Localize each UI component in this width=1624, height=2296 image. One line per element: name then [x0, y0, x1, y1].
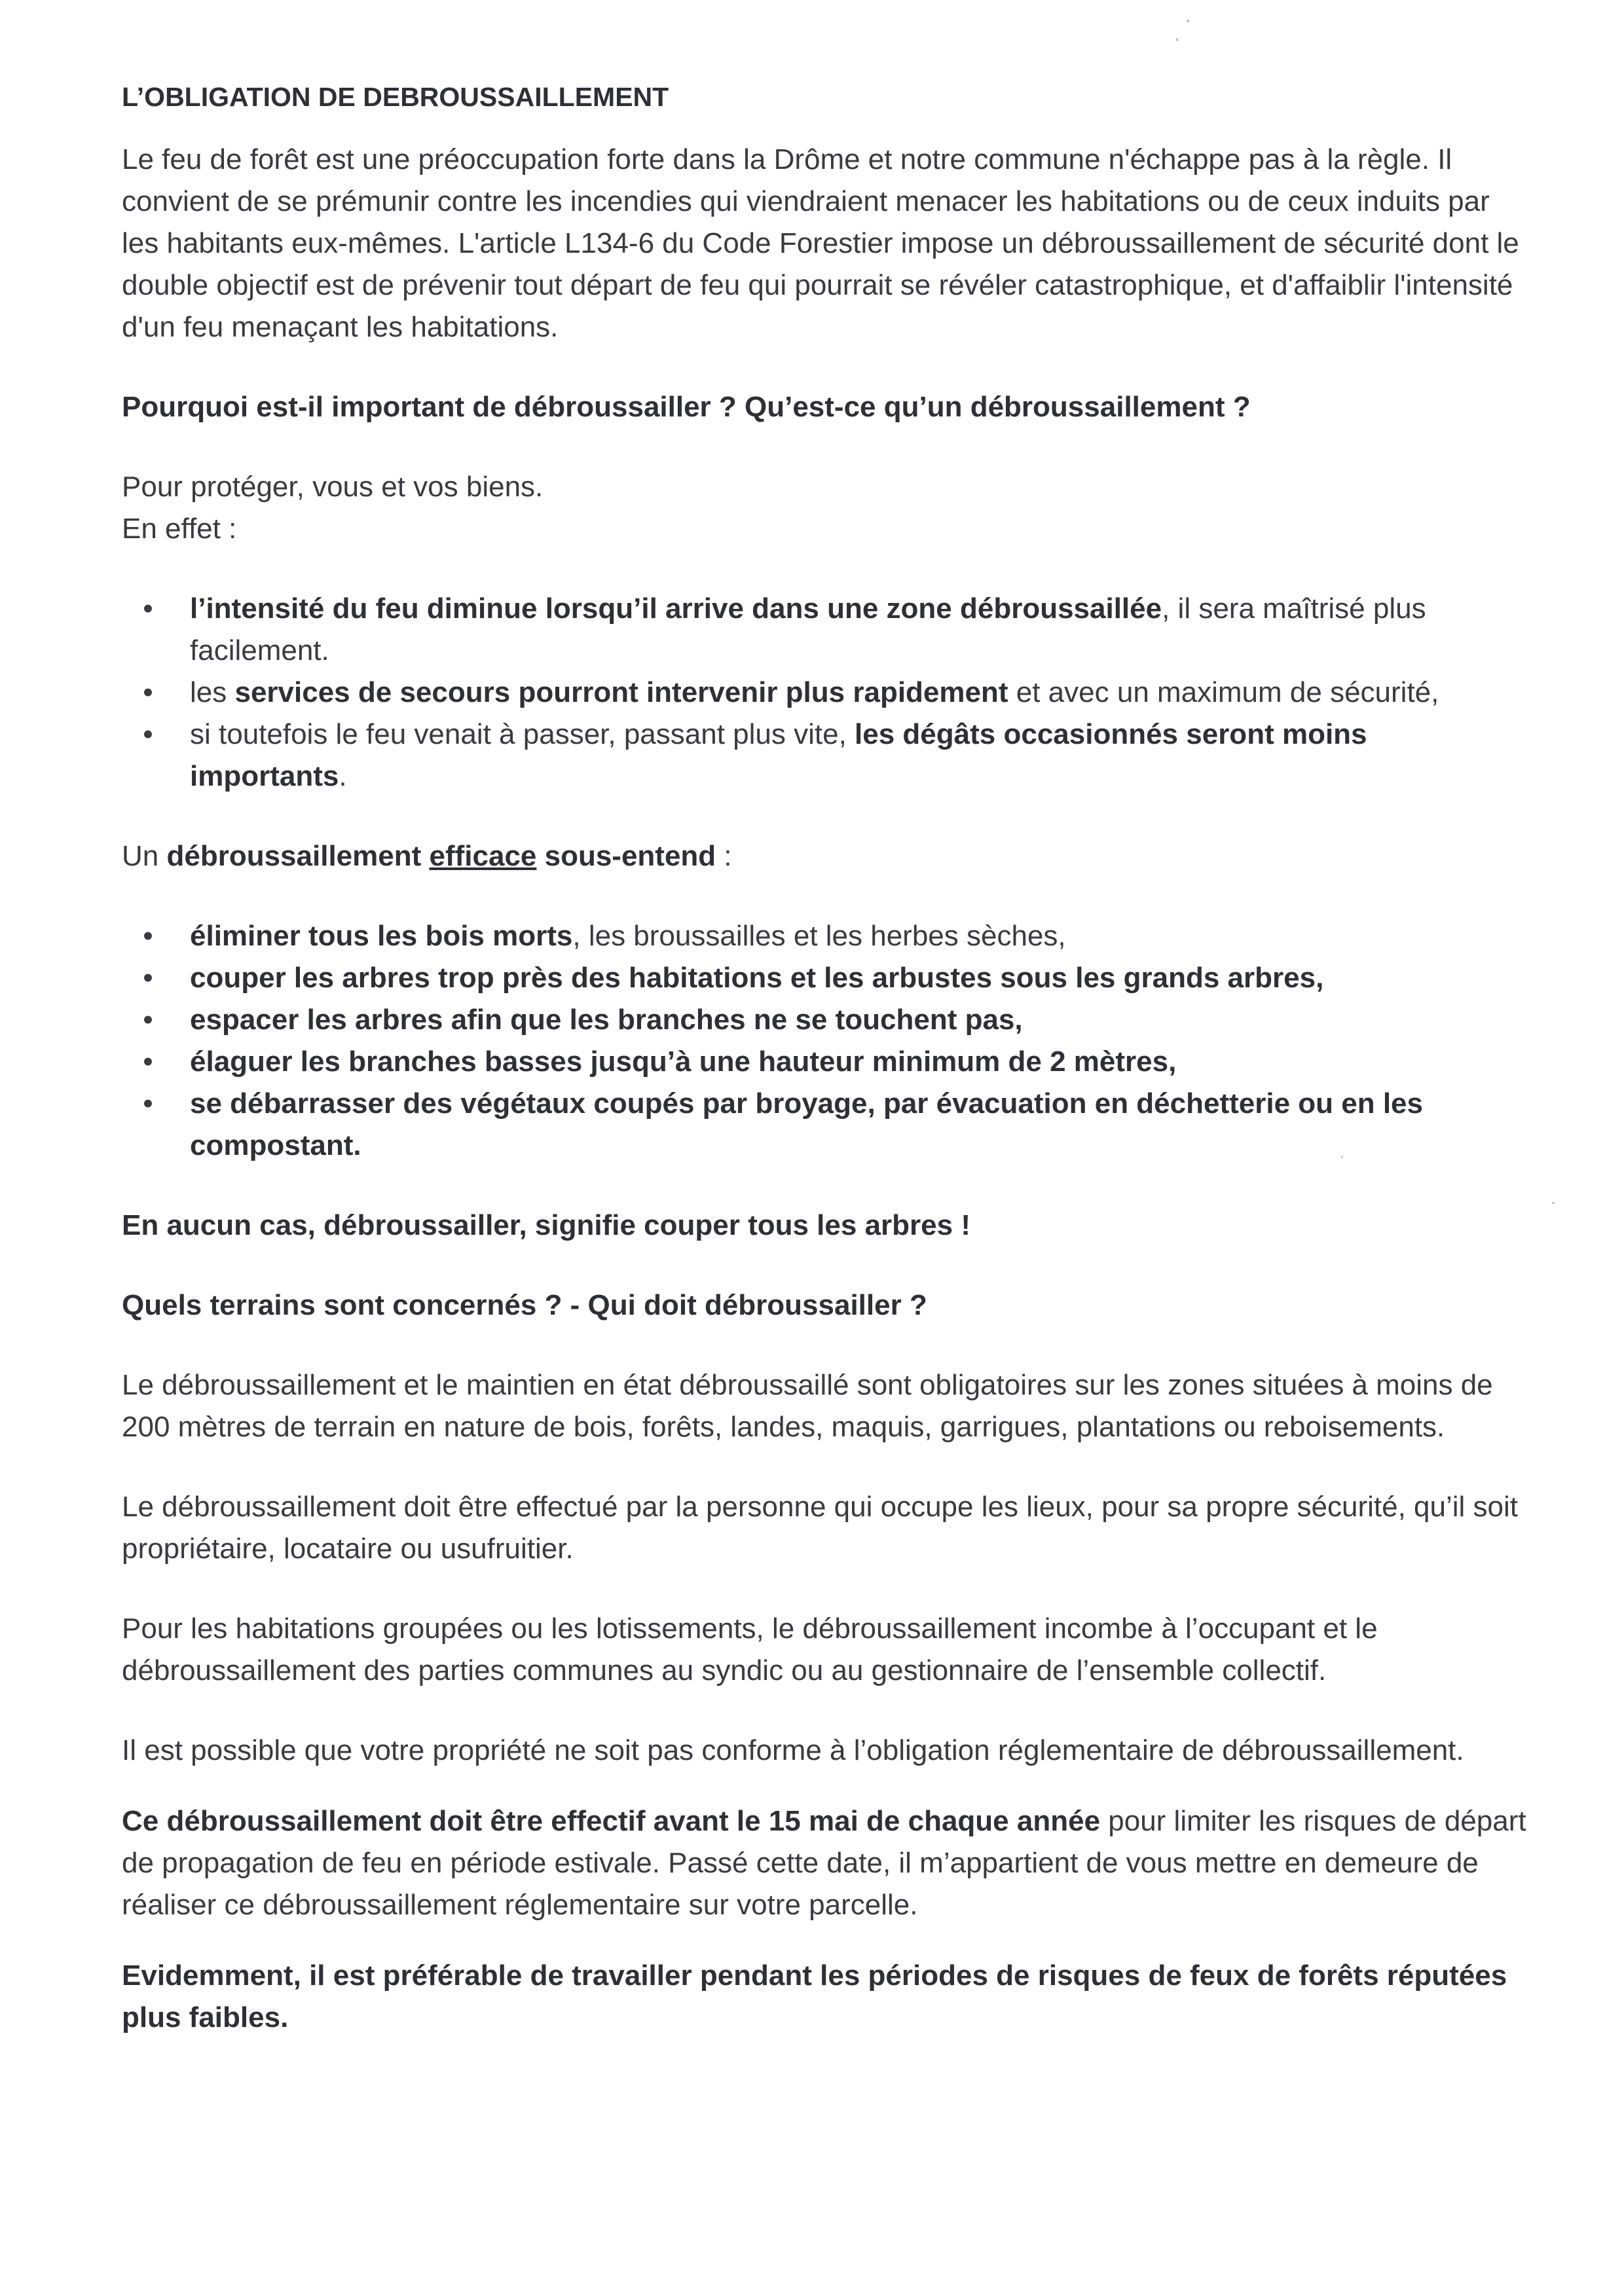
bullet-icon: •	[143, 1004, 153, 1036]
bullet-icon: •	[143, 1087, 153, 1120]
scan-speck	[1176, 38, 1178, 41]
grouped-housing-paragraph: Pour les habitations groupées ou les lotissements, le débroussaillement incombe à l’occupant et le débroussaillement des parties communes au syndic ou au gestionnaire de l’ensemble collectif.	[122, 1613, 1378, 1686]
zones-paragraph: Le débroussaillement et le maintien en état débroussaillé sont obligatoires sur les zones situées à moins de 200 mètres de terrain en nature de bois, forêts, landes, maquis, garrigues, plantations ou reboisements.	[122, 1369, 1493, 1443]
list-item: • couper les arbres trop près des habitations et les arbustes sous les grands arbres,	[122, 957, 1530, 999]
conformity-paragraph: Il est possible que votre propriété ne soit pas conforme à l’obligation réglementaire de débroussaillement.	[122, 1734, 1464, 1766]
list-item: • l’intensité du feu diminue lorsqu’il arrive dans une zone débroussaillée, il sera maîtrisé plus facilement.	[122, 588, 1530, 672]
list-item: • espacer les arbres afin que les branches ne se touchent pas,	[122, 999, 1530, 1041]
list-item: • éliminer tous les bois morts, les broussailles et les herbes sèches,	[122, 915, 1530, 957]
scan-speck	[1552, 1202, 1555, 1204]
indeed-line: En effet :	[122, 513, 237, 545]
protect-line: Pour protéger, vous et vos biens.	[122, 471, 544, 503]
bullet-icon: •	[143, 592, 153, 625]
efficace-line: Un débroussaillement efficace sous-entend :	[122, 840, 732, 872]
closing-paragraph: Evidemment, il est préférable de travailler pendant les périodes de risques de feux de forêts réputées plus faibles.	[122, 1959, 1507, 2033]
list-item: • les services de secours pourront intervenir plus rapidement et avec un maximum de sécurité,	[122, 672, 1530, 714]
document-page	[122, 77, 1530, 2039]
bullet-icon: •	[143, 676, 153, 708]
heading-why-clear: Pourquoi est-il important de débroussailler ? Qu’est-ce qu’un débroussaillement ?	[122, 391, 1251, 423]
heading-who-clears: Quels terrains sont concernés ? - Qui doit débroussailler ?	[122, 1289, 927, 1321]
intro-paragraph: Le feu de forêt est une préoccupation forte dans la Drôme et notre commune n'échappe pas à la règle. Il convient de se prémunir contre les incendies qui viendraient menacer les habitations ou de ceux induits par les habitants eux-mêmes. L'article L134-6 du Code Forestier impose un débroussaillement de sécurité dont le double objectif est de prévenir tout départ de feu qui pourrait se révéler catastrophique, et d'affaiblir l'intensité d'un feu menaçant les habitations.	[122, 143, 1519, 343]
list-item: • si toutefois le feu venait à passer, passant plus vite, les dégâts occasionnés seront moins importants.	[122, 714, 1530, 797]
scan-speck	[1341, 1156, 1343, 1158]
actions-list	[122, 915, 1530, 1167]
efficace-underlined: efficace	[429, 840, 537, 872]
list-item: • se débarrasser des végétaux coupés par broyage, par évacuation en déchetterie ou en les compostant.	[122, 1083, 1530, 1167]
benefits-list	[122, 588, 1530, 797]
list-item: • élaguer les branches basses jusqu’à une hauteur minimum de 2 mètres,	[122, 1041, 1530, 1083]
bullet-icon: •	[143, 920, 153, 952]
warning-line: En aucun cas, débroussailler, signifie couper tous les arbres !	[122, 1209, 970, 1241]
bullet-icon: •	[143, 962, 153, 994]
document-title: L’OBLIGATION DE DEBROUSSAILLEMENT	[122, 82, 669, 112]
bullet-icon: •	[143, 718, 153, 750]
bullet-icon: •	[143, 1046, 153, 1078]
scan-speck	[1187, 20, 1189, 22]
deadline-paragraph: Ce débroussaillement doit être effectif avant le 15 mai de chaque année pour limiter les risques de départ de propagation de feu en période estivale. Passé cette date, il m’appartient de vous mettre en demeure de réaliser ce débroussaillement réglementaire sur votre parcelle.	[122, 1805, 1526, 1921]
person-paragraph: Le débroussaillement doit être effectué par la personne qui occupe les lieux, pour sa propre sécurité, qu’il soit propriétaire, locataire ou usufruitier.	[122, 1491, 1519, 1565]
